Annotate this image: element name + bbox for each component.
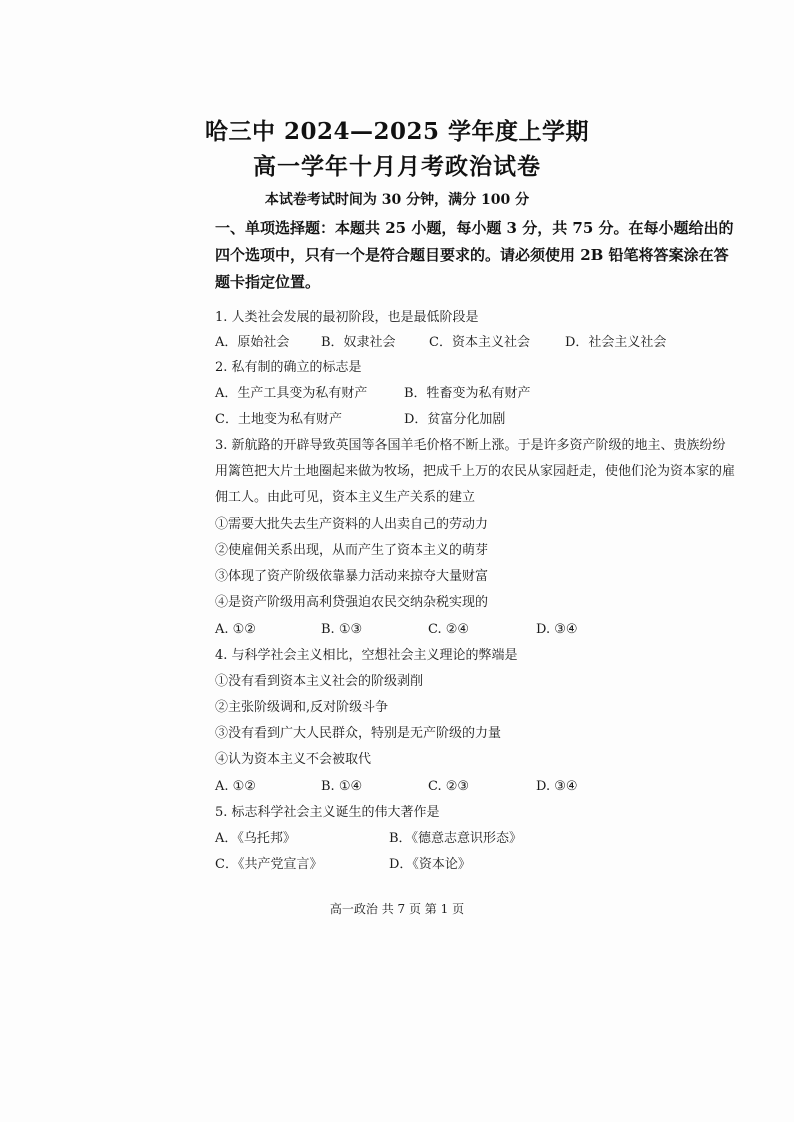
question-2-option-c: C．土地变为私有财产 <box>215 412 342 427</box>
question-4-item-4: ④认为资本主义不会被取代 <box>215 752 372 767</box>
question-1-option-a: A．原始社会 <box>215 335 290 350</box>
question-4-option-c: C. ②③ <box>428 779 470 794</box>
question-3-item-3: ③体现了资产阶级依靠暴力活动来掠夺大量财富 <box>215 569 489 584</box>
question-4-option-a: A. ①② <box>215 779 256 794</box>
exam-paper-title: 高一学年十月月考政治试卷 <box>253 153 541 180</box>
section-instruction: 一、单项选择题：本题共 25 小题，每小题 3 分，共 75 分。在每小题给出的四个选项中，只有一个是符合题目要求的。请必须使用 2B 铅笔将答案涂在答题卡指定位置。 <box>215 219 734 291</box>
question-4-option-b: B. ①④ <box>321 779 363 794</box>
question-3-stem: 3. 新航路的开辟导致英国等各国羊毛价格不断上涨。于是许多资产阶级的地主、贵族纷纷用篱笆把大片土地圈起来做为牧场，把成千上万的农民从家园赶走，使他们沦为资本家的雇佣工人。由此可见，资本主义生产关系的建立 <box>215 438 736 505</box>
question-3-item-2: ②使雇佣关系出现，从而产生了资本主义的萌芽 <box>215 543 489 558</box>
exam-time-info: 本试卷考试时间为 30 分钟，满分 100 分 <box>264 192 530 208</box>
question-1-stem: 1. 人类社会发展的最初阶段，也是最低阶段是 <box>215 310 479 325</box>
question-1-option-d: D．社会主义社会 <box>565 335 667 350</box>
question-2-option-a: A．生产工具变为私有财产 <box>215 386 368 401</box>
exam-school-title: 哈三中 2024—2025 学年度上学期 <box>204 118 590 145</box>
question-3-option-b: B. ①③ <box>321 622 363 637</box>
question-2-stem: 2. 私有制的确立的标志是 <box>215 360 362 375</box>
question-5-option-b: B．《德意志意识形态》 <box>389 831 523 846</box>
page-footer: 高一政治 共 7 页 第 1 页 <box>329 902 465 916</box>
question-5-stem: 5. 标志科学社会主义诞生的伟大著作是 <box>215 805 440 820</box>
question-5-option-a: A．《乌托邦》 <box>215 831 296 846</box>
question-1-option-b: B．奴隶社会 <box>321 335 396 350</box>
question-4-item-1: ①没有看到资本主义社会的阶级剥削 <box>215 674 424 689</box>
question-2-option-b: B．牲畜变为私有财产 <box>404 386 531 401</box>
question-4-option-d: D. ③④ <box>536 779 578 794</box>
question-4-stem: 4. 与科学社会主义相比，空想社会主义理论的弊端是 <box>215 648 518 663</box>
question-3-item-1: ①需要大批失去生产资料的人出卖自己的劳动力 <box>215 517 489 532</box>
question-5-option-d: D．《资本论》 <box>389 857 471 872</box>
question-3-item-4: ④是资产阶级用高利贷强迫农民交纳杂税实现的 <box>215 595 489 610</box>
question-3-option-c: C. ②④ <box>428 622 470 637</box>
question-4-item-3: ③没有看到广大人民群众，特别是无产阶级的力量 <box>215 726 502 741</box>
question-2-option-d: D．贫富分化加剧 <box>404 412 506 427</box>
question-4-item-2: ②主张阶级调和,反对阶级斗争 <box>215 700 389 715</box>
question-3-option-d: D. ③④ <box>536 622 578 637</box>
question-3-option-a: A. ①② <box>215 622 256 637</box>
question-5-option-c: C．《共产党宣言》 <box>215 857 323 872</box>
question-1-option-c: C．资本主义社会 <box>429 335 530 350</box>
